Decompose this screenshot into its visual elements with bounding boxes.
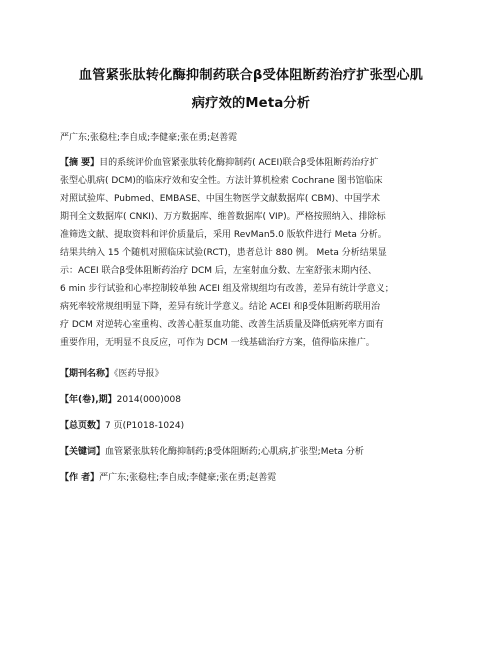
abstract-line-4: 期刊全文数据库( CNKI)、万方数据库、维普数据库( VIP)。严格按照纳入、排除标 [60, 212, 386, 222]
title-line-1: 血管紧张肽转化酶抑制药联合β受体阻断药治疗扩张型心肌 [78, 68, 424, 83]
year-volume-issue-field [60, 393, 442, 407]
page-count-field [60, 419, 442, 433]
keywords-label: 【关键词】 [60, 447, 106, 457]
pages-value: 7 页(P1018-1024) [105, 421, 185, 431]
abstract-line-1 [60, 154, 442, 172]
authors-label: 【作 者】 [60, 473, 100, 483]
abstract-line-3: 对照试验库、Pubmed、EMBASE、中国生物医学文献数据库( CBM)、中国学术 [60, 194, 380, 204]
year-value: 2014(000)008 [116, 395, 181, 405]
year-label: 【年(卷),期】 [60, 395, 117, 405]
abstract-line-8: 6 min 步行试验和心率控制较单独 ACEI 组及常规组均有改善，差异有统计学意义； [60, 284, 394, 294]
keywords-field [60, 445, 442, 459]
abstract-line-9: 病死率较常规组明显下降，差异有统计学意义。结论 ACEI 和β受体阻断药联用治 [60, 302, 381, 312]
abstract-line-6: 结果共纳入 15 个随机对照临床试验(RCT)，患者总计 880 例。 Meta 分析结果显 [60, 248, 387, 258]
abstract-line-11: 重要作用，无明显不良反应，可作为 DCM 一线基础治疗方案，值得临床推广。 [60, 338, 375, 348]
abstract-line-10: 疗 DCM 对逆转心室重构、改善心脏泵血功能、改善生活质量及降低病死率方面有 [60, 320, 384, 330]
journal-label: 【期刊名称】 [60, 369, 115, 379]
pages-label: 【总页数】 [60, 421, 106, 431]
document-title [60, 0, 442, 118]
title-line-2: 病疗效的Meta分析 [191, 96, 311, 111]
journal-value: 《医药导报》 [114, 369, 164, 379]
keywords-value: 血管紧张肽转化酶抑制药;β受体阻断药;心肌病,扩张型;Meta 分析 [105, 447, 364, 457]
abstract-section [60, 154, 442, 352]
author-list: 严广东;张稳柱;李自成;李健豪;张在勇;赵善霓 [60, 133, 238, 143]
journal-field [60, 367, 442, 381]
authors-value: 严广东;张稳柱;李自成;李健豪;张在勇;赵善霓 [99, 473, 277, 483]
authors-field [60, 471, 442, 485]
abstract-line-7: 示：ACEI 联合β受体阻断药治疗 DCM 后，左室射血分数、左室舒张末期内径、 [60, 266, 377, 276]
abstract-text: 目的系统评价血管紧张肽转化酶抑制药( ACEI)联合β受体阻断药治疗扩 [99, 158, 379, 168]
abstract-line-5: 准筛选文献、提取资料和评价质量后，采用 RevMan5.0 版软件进行 Meta 分析。 [60, 230, 387, 240]
abstract-label: 【摘 要】 [60, 158, 100, 168]
abstract-line-2: 张型心肌病( DCM)的临床疗效和安全性。方法计算机检索 Cochrane 图书馆临床 [60, 176, 383, 186]
